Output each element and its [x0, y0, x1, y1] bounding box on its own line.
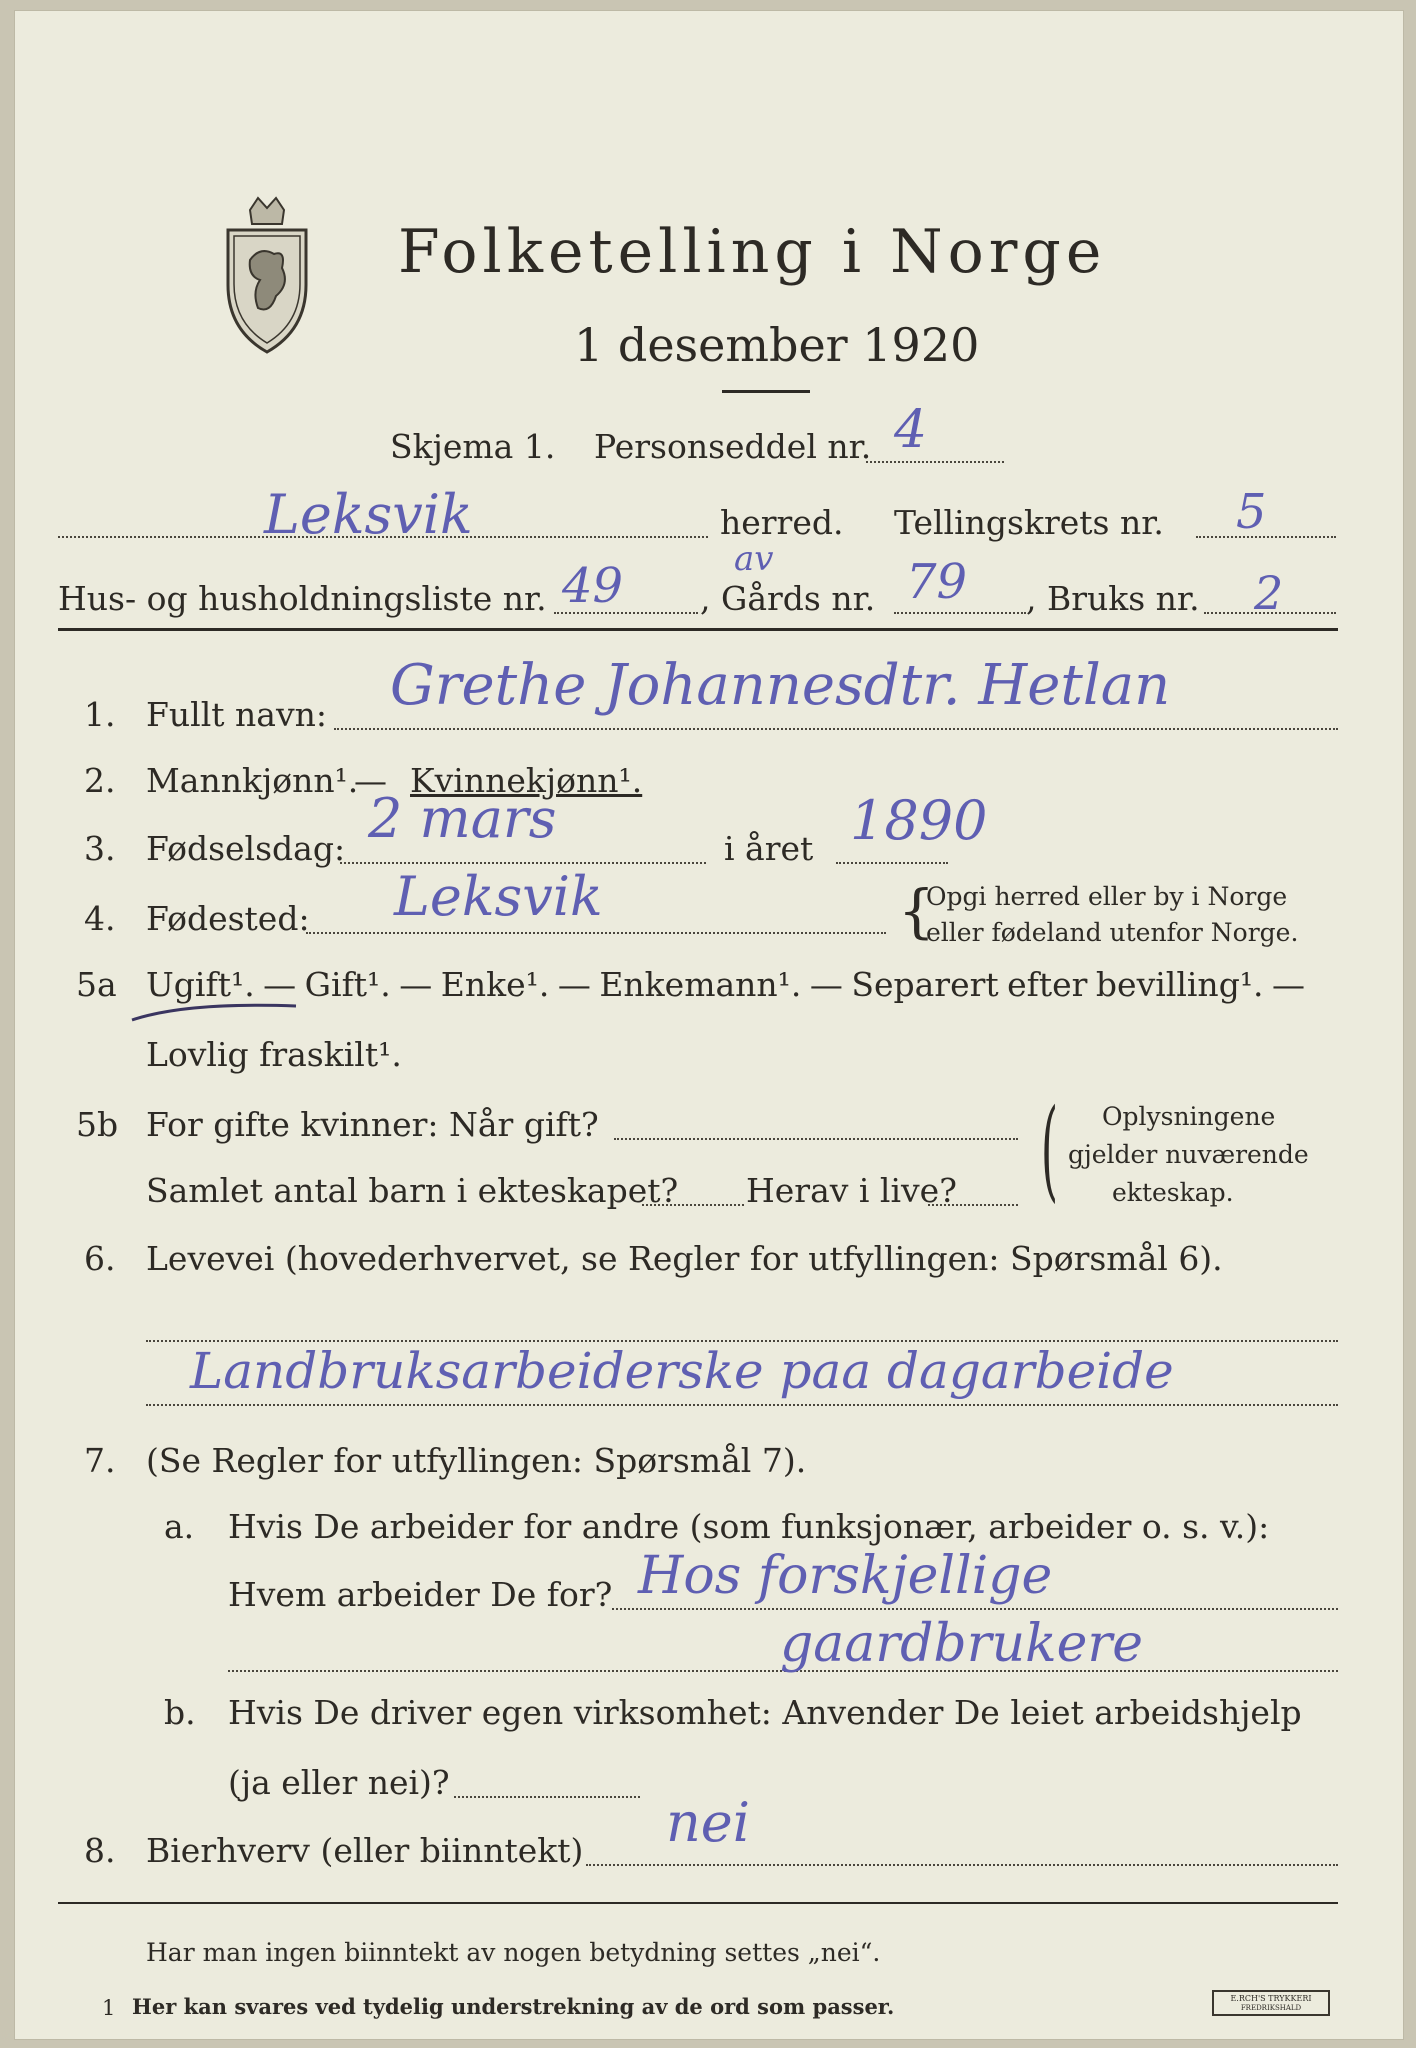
coat-of-arms-icon — [220, 180, 314, 360]
q7-number: 7. — [84, 1441, 116, 1480]
q3-year-label: i året — [724, 829, 814, 868]
printer-stamp — [1212, 1990, 1330, 2016]
q3-year-line — [836, 862, 948, 864]
herred-value: Leksvik — [264, 483, 473, 546]
q2-number: 2. — [84, 761, 116, 800]
q3-number: 3. — [84, 829, 116, 868]
husliste-label: Hus- og husholdningsliste nr. — [58, 579, 547, 618]
q7a-value-2: gaardbrukere — [780, 1614, 1143, 1674]
q8-label: Bierhverv (eller biinntekt) — [146, 1831, 584, 1870]
printer-line-2: FREDRIKSHALD — [1240, 2004, 1302, 2012]
tellingskrets-value: 5 — [1236, 484, 1267, 540]
q1-value: Grethe Johannesdtr. Hetlan — [390, 653, 1171, 718]
q7a-line-dots-1 — [612, 1608, 1338, 1610]
q8-line — [586, 1864, 1338, 1866]
q5a-number: 5a — [76, 965, 117, 1004]
q4-note-1: Opgi herred eller by i Norge — [926, 882, 1288, 911]
personseddel-line — [866, 461, 1004, 463]
q2-dash: — — [354, 761, 387, 800]
printer-line-1: E.RCH'S TRYKKERI — [1230, 1994, 1312, 2003]
q8-number: 8. — [84, 1831, 116, 1870]
q5b-alive-line — [928, 1204, 1018, 1206]
q8-value: nei — [666, 1791, 751, 1854]
q4-line — [306, 932, 886, 934]
q3-line — [340, 862, 706, 864]
footnote-text: Her kan svares ved tydelig understrekning av de ord som passer. — [132, 1994, 895, 2019]
q6-label: Levevei (hovederhvervet, se Regler for utfyllingen: Spørsmål 6). — [146, 1239, 1223, 1278]
q5b-bracket: ( — [1040, 1085, 1059, 1213]
q5b-children-line — [642, 1204, 744, 1206]
gards-line — [894, 612, 1026, 614]
q7b-mark: b. — [164, 1693, 196, 1732]
q4-label: Fødested: — [146, 899, 310, 938]
header-divider — [58, 628, 1338, 631]
q7a-mark: a. — [164, 1507, 195, 1546]
gards-label: , Gårds nr. — [700, 579, 876, 618]
personseddel-value: 4 — [894, 400, 928, 460]
footer-divider — [58, 1902, 1338, 1904]
q5b-line-2a: Samlet antal barn i ekteskapet? — [146, 1171, 679, 1210]
q3-year-value: 1890 — [850, 789, 988, 852]
q2-mann: Mannkjønn¹. — [146, 761, 359, 800]
q7a-line-2: Hvem arbeider De for? — [228, 1575, 613, 1614]
form-title: Folketelling i Norge — [398, 217, 1107, 287]
q4-brace: { — [898, 877, 935, 945]
q4-note-2: eller fødeland utenfor Norge. — [926, 918, 1299, 947]
q1-number: 1. — [84, 695, 116, 734]
q5b-note-2: gjelder nuværende — [1068, 1140, 1309, 1169]
q7-label: (Se Regler for utfyllingen: Spørsmål 7). — [146, 1441, 807, 1480]
q7a-value-1: Hos forskjellige — [638, 1546, 1053, 1606]
q5b-married-line — [614, 1138, 1018, 1140]
q5b-note-3: ekteskap. — [1112, 1178, 1234, 1207]
q4-value: Leksvik — [394, 865, 603, 928]
q5b-line-1: For gifte kvinner: Når gift? — [146, 1105, 599, 1144]
title-divider — [722, 390, 810, 393]
q4-number: 4. — [84, 899, 116, 938]
census-date: 1 desember 1920 — [574, 318, 980, 372]
q3-value: 2 mars — [368, 787, 557, 850]
q5b-line-2b: Herav i live? — [746, 1171, 957, 1210]
herred-label: herred. — [720, 503, 844, 542]
personseddel-label: Personseddel nr. — [594, 427, 872, 466]
q6-value: Landbruksarbeiderske paa dagarbeide — [190, 1342, 1174, 1400]
gards-value: 79 — [906, 554, 968, 610]
census-form — [14, 10, 1404, 2040]
husliste-value: 49 — [562, 558, 624, 614]
q7b-line-1: Hvis De driver egen virksomhet: Anvender De leiet arbeidshjelp — [228, 1693, 1302, 1732]
q1-line — [334, 728, 1338, 730]
tellingskrets-label: Tellingskrets nr. — [894, 503, 1164, 542]
q5b-number: 5b — [76, 1105, 119, 1144]
skjema-label: Skjema 1. — [390, 427, 556, 466]
q7b-line-2: (ja eller nei)? — [228, 1763, 450, 1802]
q5a-line-2: Lovlig fraskilt¹. — [146, 1035, 402, 1074]
q7a-line-1: Hvis De arbeider for andre (som funksjonær, arbeider o. s. v.): — [228, 1507, 1270, 1546]
q6-line-2 — [146, 1404, 1338, 1406]
bruks-label: , Bruks nr. — [1026, 579, 1200, 618]
q6-number: 6. — [84, 1239, 116, 1278]
footer-note: Har man ingen biinntekt av nogen betydning settes „nei“. — [146, 1938, 881, 1967]
gards-above: av — [734, 539, 774, 579]
q1-label: Fullt navn: — [146, 695, 327, 734]
bruks-value: 2 — [1254, 566, 1284, 620]
q3-label: Fødselsdag: — [146, 829, 346, 868]
ugift-underline-mark — [126, 996, 306, 1026]
footnote-number: 1 — [102, 1996, 116, 2020]
q5b-note-1: Oplysningene — [1102, 1102, 1276, 1131]
q5a-line-1: Ugift¹. — Gift¹. — Enke¹. — Enkemann¹. — Separert efter bevilling¹. — — [146, 965, 1306, 1004]
q7b-line-dots — [454, 1796, 640, 1798]
q2-kvinne: Kvinnekjønn¹. — [410, 761, 643, 800]
